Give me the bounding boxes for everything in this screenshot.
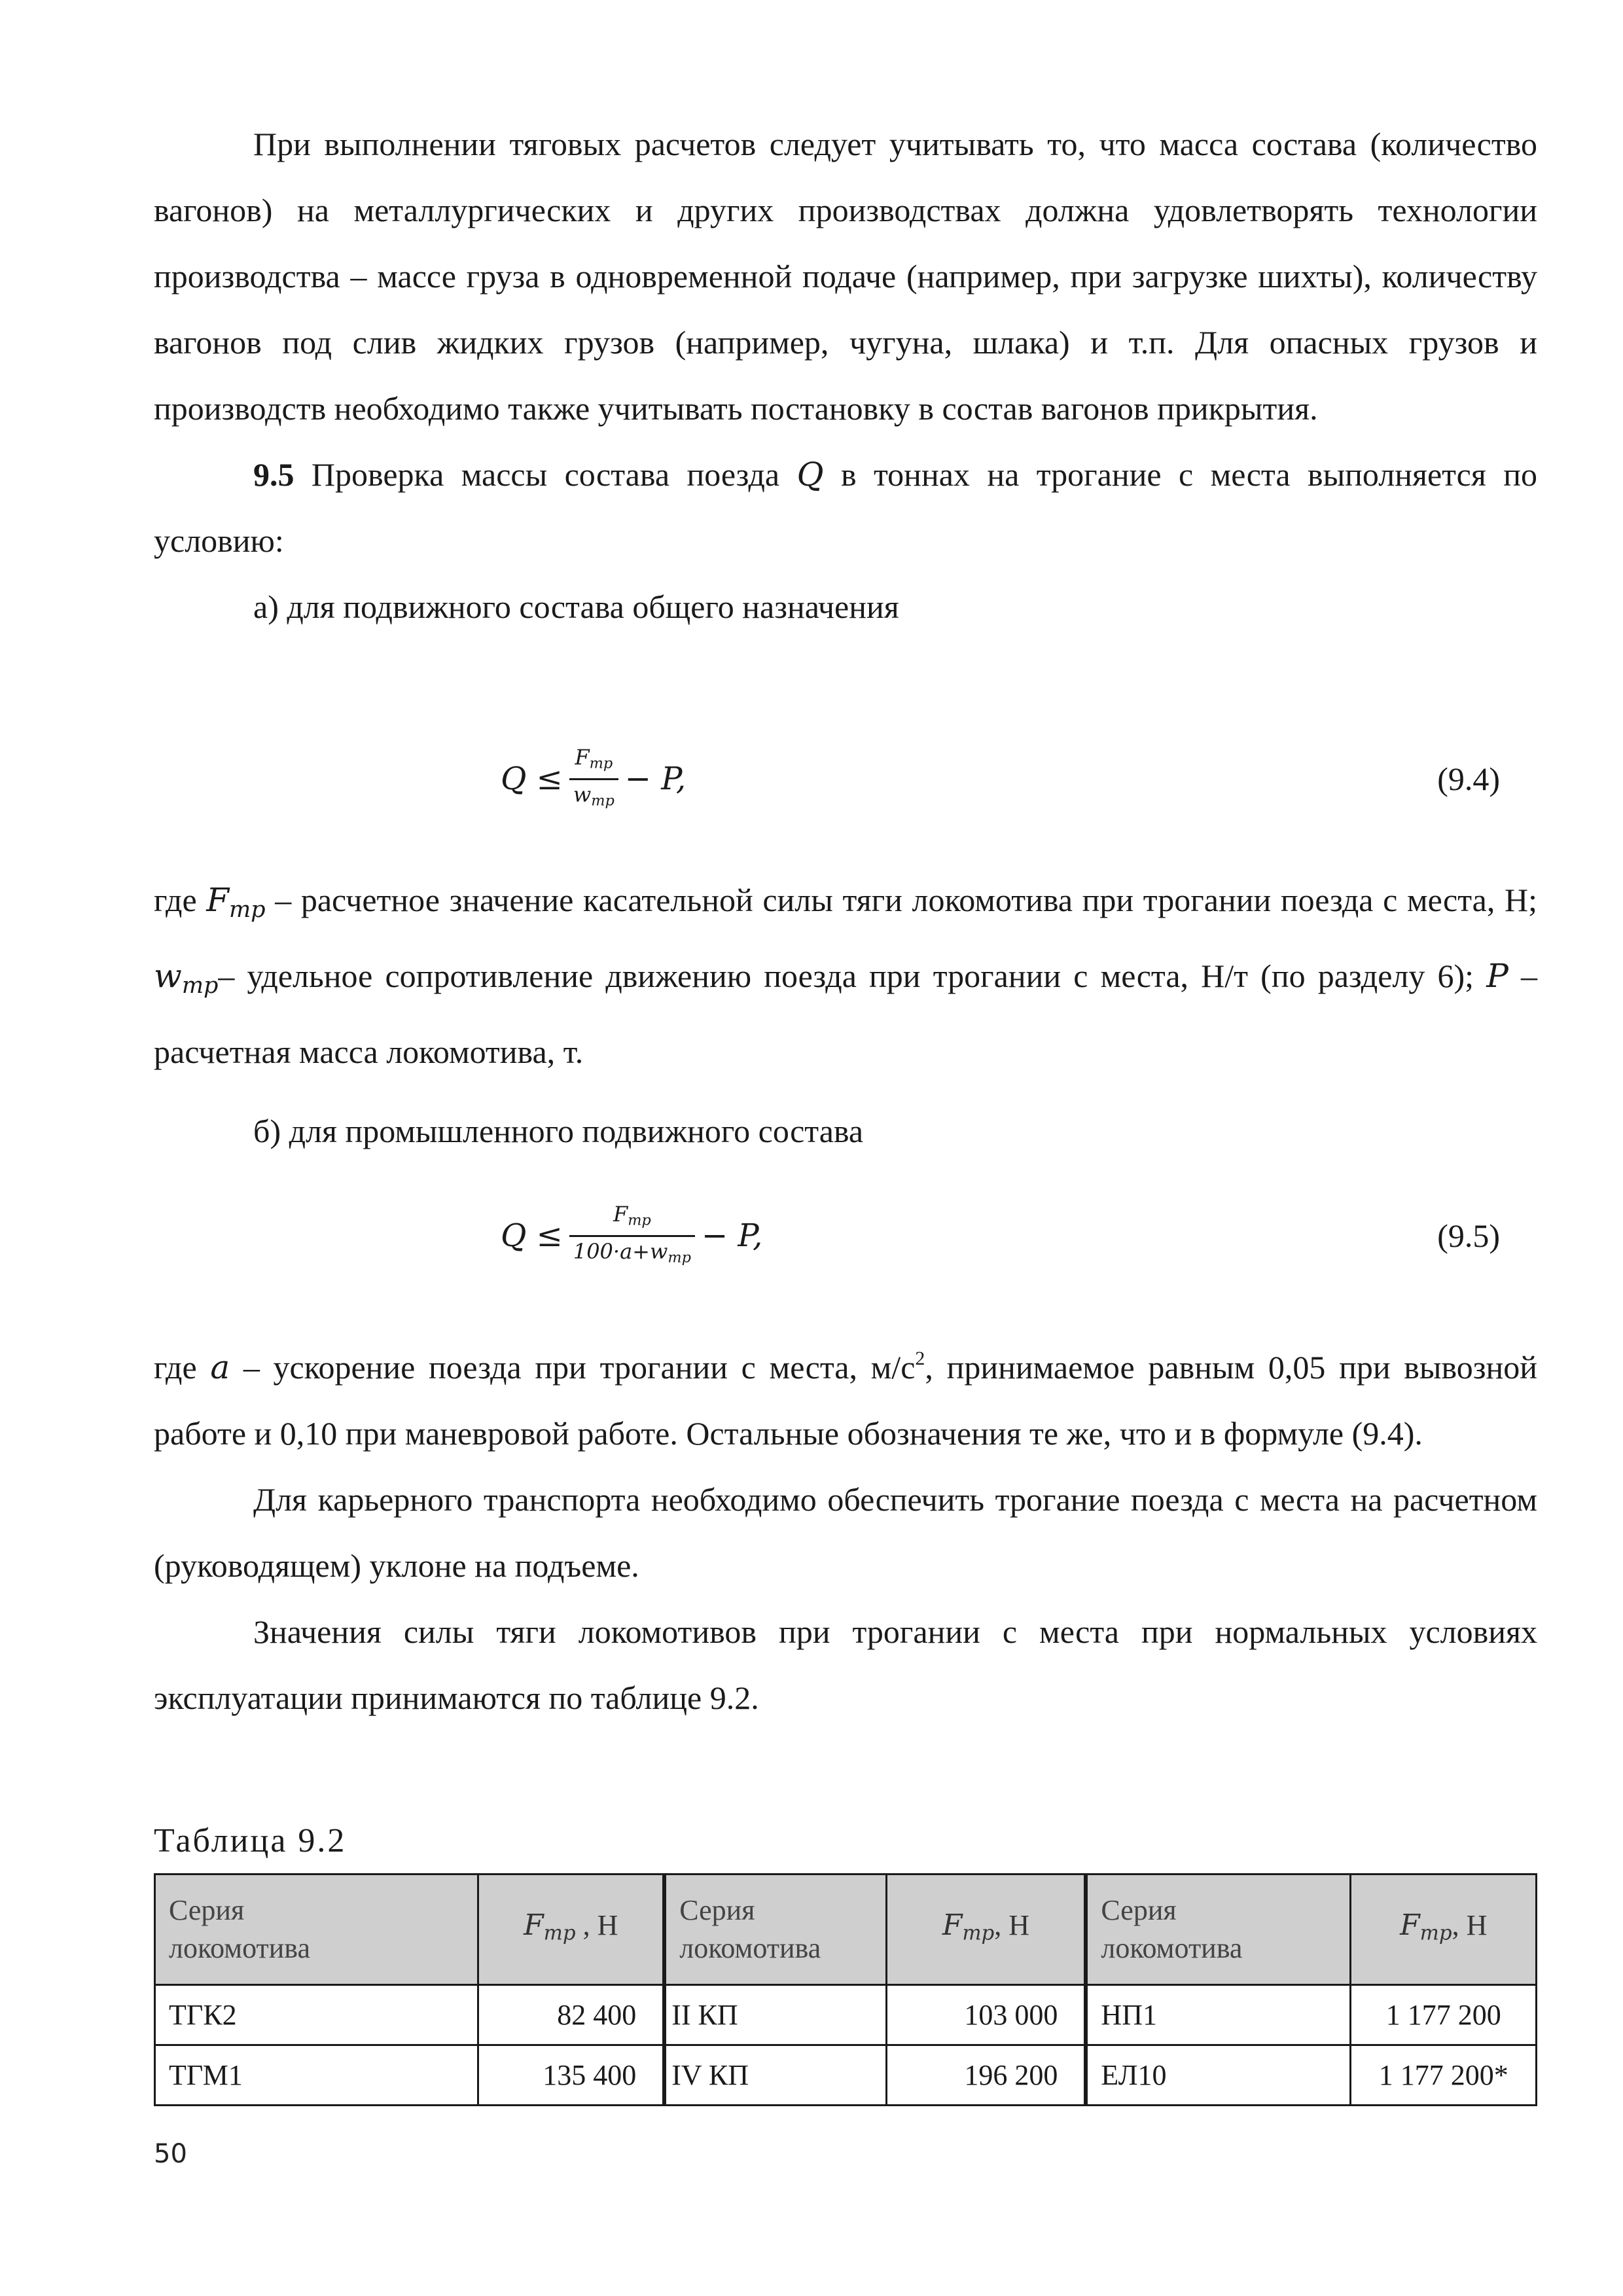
formula-9-5-denominator [569, 1237, 695, 1272]
header-series-word: Серия [679, 1894, 755, 1926]
where-1-c: – удельное сопротивление движению поезда при трогании с места, Н/т (по разделу 6); [218, 957, 1487, 994]
paragraph-9-5 [154, 442, 1537, 574]
text-block-middle [154, 867, 1537, 1164]
formula-9-5-lhs: Q ≤ [501, 1217, 563, 1254]
table-row [155, 1985, 1537, 2045]
header-force-2 [887, 1874, 1086, 1985]
header-series-2 [664, 1874, 887, 1985]
formula-9-4-lhs: Q ≤ [501, 761, 563, 797]
var-Q: Q [796, 456, 824, 493]
cell-series: ТГК2 [155, 1985, 478, 2045]
paragraph-case-a: а) для подвижного состава общего назначения [253, 588, 899, 625]
header-force-var: F [942, 1909, 963, 1943]
cell-force: 103 000 [887, 1985, 1086, 2045]
var-a: a [210, 1348, 230, 1386]
equation-number-9-4: (9.4) [1437, 761, 1500, 797]
header-force-unit: , Н [575, 1909, 618, 1942]
where-1-a: где [154, 882, 207, 918]
cell-series: ЕЛ10 [1086, 2045, 1351, 2106]
formula-9-4-fraction [569, 743, 618, 815]
header-force-sub: тр [1419, 1921, 1452, 1945]
var-P: P [1486, 956, 1508, 995]
header-force-var: F [1400, 1909, 1420, 1943]
header-force-sub: тр [962, 1921, 995, 1945]
header-series-3 [1086, 1874, 1351, 1985]
header-force-var: F [524, 1909, 544, 1943]
formula-9-5-numerator [609, 1200, 655, 1235]
header-series-word: Серия [169, 1894, 245, 1926]
paragraph-intro: При выполнении тяговых расчетов следует учитывать то, что масса состава (количество вагонов) на металлургических и других производствах должна удовлетворять технологии производства – массе груза в одновременной подаче (например, при загрузке шихты), количеству вагонов под слив жидких грузов (например, чугуна, шлака) и т.п. Для опасных грузов и производств необходимо также учитывать постановку в состав вагонов прикрытия. [154, 126, 1537, 427]
formula-9-5 [154, 1190, 1537, 1282]
where-2-a: где [154, 1349, 211, 1386]
header-locomotive-word: локомотива [1101, 1932, 1243, 1964]
cell-force: 196 200 [887, 2045, 1086, 2106]
cell-force: 1 177 200 [1351, 1985, 1537, 2045]
text-block-top [154, 111, 1537, 640]
where-2-c: , принимаемое равным 0,05 при вывозной работе и 0,10 при маневровой работе. Остальные обозначения те же, что и в формуле (9.4). [154, 1349, 1537, 1452]
formula-9-4-numerator [571, 743, 616, 778]
denominator-var: w [649, 1238, 668, 1264]
formula-9-5-expression [501, 1190, 762, 1282]
formula-9-4 [154, 733, 1537, 825]
denominator-var: w [573, 781, 592, 807]
var-F-letter: F [206, 881, 229, 919]
header-locomotive-word: локомотива [169, 1932, 311, 1964]
where-2-b: – ускорение поезда при трогании с места, м/с [230, 1349, 916, 1386]
formula-9-4-denominator [569, 780, 618, 816]
table-header-row [155, 1874, 1537, 1985]
formula-9-5-tail: − P, [701, 1217, 763, 1254]
numerator-sub: тр [589, 755, 613, 772]
traction-force-table [154, 1873, 1537, 2106]
section-number: 9.5 [253, 456, 294, 493]
header-force-sub: тр [543, 1921, 576, 1945]
cell-force: 135 400 [478, 2045, 665, 2106]
equation-number-9-5: (9.5) [1437, 1217, 1500, 1254]
paragraph-quarry: Для карьерного транспорта необходимо обеспечить трогание поезда с места на расчетном (руководящем) уклоне на подъеме. [154, 1481, 1537, 1584]
var-F-sub: тр [228, 896, 266, 923]
header-locomotive-word: локомотива [679, 1932, 821, 1964]
var-w-letter: w [154, 956, 182, 995]
denominator-prefix: 100·a+ [573, 1238, 650, 1264]
numerator-var: F [613, 1201, 628, 1227]
header-force-unit: , Н [994, 1909, 1030, 1942]
where-1-b: – расчетное значение касательной силы тяги локомотива при трогании поезда с места, Н; [265, 882, 1537, 918]
paragraph-table-ref: Значения силы тяги локомотивов при трогании с места при нормальных условиях эксплуатации принимаются по таблице 9.2. [154, 1613, 1537, 1716]
formula-9-4-tail: − P, [624, 761, 687, 797]
text-block-bottom [154, 1325, 1537, 1731]
cell-series: II КП [664, 1985, 887, 2045]
formula-9-4-expression [501, 733, 686, 825]
table-caption: Таблица 9.2 [154, 1822, 347, 1859]
paragraph-case-b: б) для промышленного подвижного состава [253, 1112, 864, 1149]
denominator-sub: тр [591, 792, 615, 810]
table-row [155, 2045, 1537, 2106]
paragraph-where-2 [154, 1325, 1537, 1467]
header-force-unit: , Н [1452, 1909, 1488, 1942]
where-1-d: – расчетная масса локомотива, т. [154, 957, 1537, 1070]
paragraph-9-5-text-b: в тоннах на трогание с места выполняется по условию: [154, 456, 1537, 559]
cell-series: ТГМ1 [155, 2045, 478, 2106]
header-force-3 [1351, 1874, 1537, 1985]
paragraph-9-5-text-a: Проверка массы состава поезда [294, 456, 797, 493]
formula-9-5-fraction [569, 1200, 695, 1272]
superscript-2: 2 [915, 1348, 925, 1369]
numerator-var: F [575, 744, 590, 770]
numerator-sub: тр [628, 1211, 651, 1229]
paragraph-where-1 [154, 867, 1537, 1085]
header-force-1 [478, 1874, 665, 1985]
header-series-1 [155, 1874, 478, 1985]
denominator-sub: тр [668, 1249, 691, 1266]
cell-series: НП1 [1086, 1985, 1351, 2045]
cell-series: IV КП [664, 2045, 887, 2106]
page-number: 50 [154, 2139, 187, 2169]
var-F [206, 881, 266, 923]
cell-force: 82 400 [478, 1985, 665, 2045]
var-w-sub: тр [181, 972, 219, 999]
cell-force: 1 177 200* [1351, 2045, 1537, 2106]
var-w [154, 956, 219, 999]
header-series-word: Серия [1101, 1894, 1177, 1926]
